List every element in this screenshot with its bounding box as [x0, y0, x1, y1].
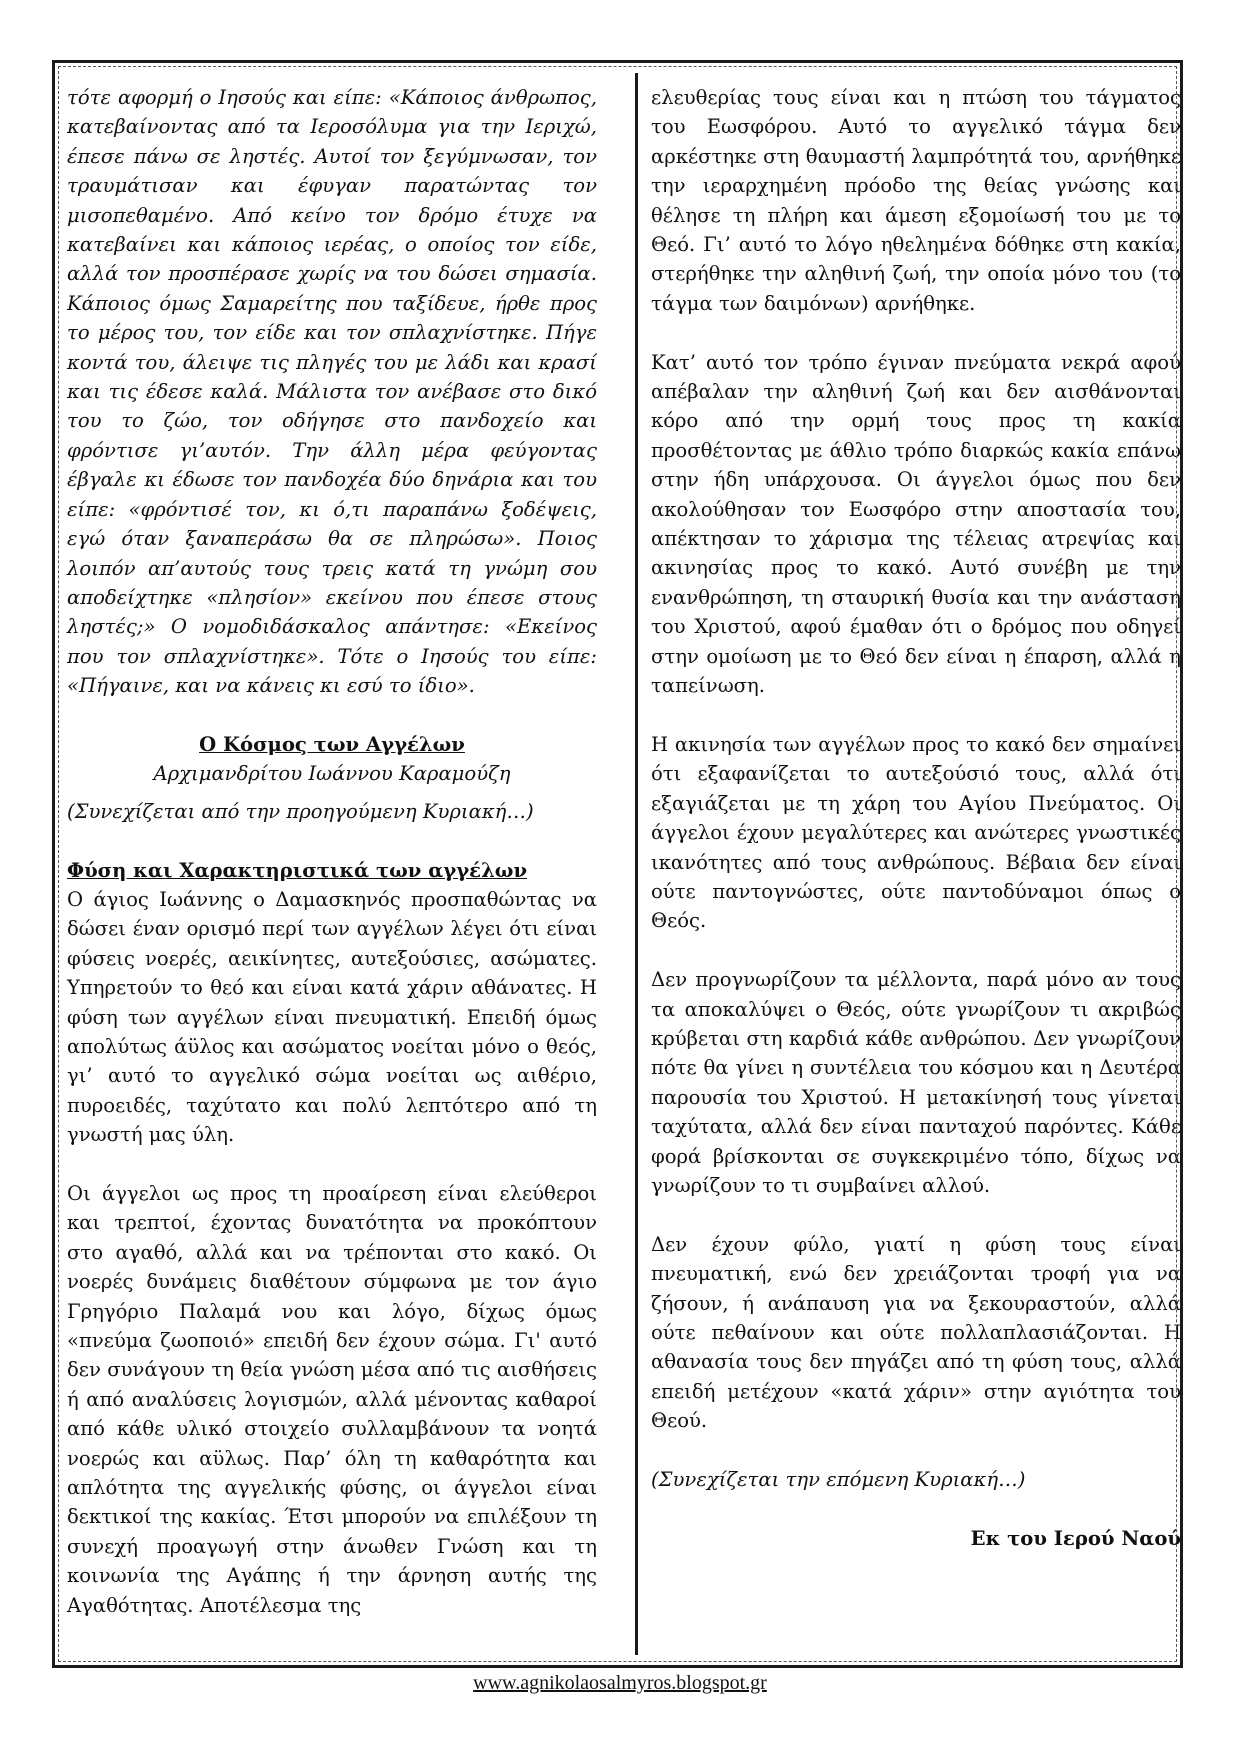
signature: Εκ του Ιερού Ναού	[970, 1526, 1181, 1550]
section-title: Φύση και Χαρακτηριστικά των αγγέλων	[67, 858, 528, 882]
right-paragraph-3: Η ακινησία των αγγέλων προς το κακό δεν σημαίνει ότι εξαφανίζεται το αυτεξούσιό τους, αλλά ότι εξαγιάζεται με τη χάρη του Αγίου Πνεύματος. Οι άγγελοι έχουν μεγαλύτερες και ανώτερες γνωστικές ικανότητες από τους ανθρώπους. Βέβαια δεν είναι ούτε παντογνώστες, ούτε παντοδύναμοι όπως ο Θεός.	[651, 732, 1181, 933]
article-author: Αρχιμανδρίτου Ιωάννου Καραμούζη	[153, 762, 511, 786]
footer-url-link[interactable]: www.agnikolaosalmyros.blogspot.gr	[473, 1672, 767, 1694]
continued-next-note: (Συνεχίζεται την επόμενη Κυριακή…)	[651, 1468, 1026, 1492]
right-paragraph-1: ελευθερίας τους είναι και η πτώση του τάγματος του Εωσφόρου. Αυτό το αγγελικό τάγμα δεν αρκέστηκε στη θαυμαστή λαμπρότητά του, αρνήθηκε την ιεραρχημένη πρόοδο της θείας γνώσης και θέλησε τη πλήρη και άμεση εξομοίωσή του με το Θεό. Γι’ αυτό το λόγο ηθελημένα δόθηκε στη κακία, στερήθηκε την αληθινή ζωή, την οποία μόνο του (το τάγμα των δαιμόνων) αρνήθηκε.	[651, 86, 1181, 315]
article-title: Ο Κόσμος των Αγγέλων	[199, 732, 465, 756]
left-paragraph-1: Ο άγιος Ιωάννης ο Δαμασκηνός προσπαθώντας να δώσει έναν ορισμό περί των αγγέλων λέγει ότι είναι φύσεις νοερές, αεικίνητες, αυτεξούσιες, ασώματες. Υπηρετούν το θεό και είναι κατά χάριν αθάνατες. Η φύση των αγγέλων είναι πνευματική. Επειδή όμως απολύτως άϋλος και ασώματος νοείται μόνο ο θεός, γι’ αυτό το αγγελικό σώμα νοείται ως αιθέριο, πυροειδές, ταχύτατο και πολύ λεπτότερο από τη γνωστή μας ύλη.	[67, 887, 597, 1147]
column-divider	[635, 73, 638, 1655]
right-paragraph-2: Κατ’ αυτό τον τρόπο έγιναν πνεύματα νεκρά αφού απέβαλαν την αληθινή ζωή και δεν αισθάνονται κόρο από την ορμή τους προς τη κακία προσθέτοντας με άθλιο τρόπο διαρκώς κακία επάνω στην ήδη υπάρχουσα. Οι άγγελοι όμως που δεν ακολούθησαν τον Εωσφόρο στην αποστασία του, απέκτησαν το χάρισμα της τέλειας ατρεψίας και ακινησίας προς το κακό. Αυτό συνέβη με την ενανθρώπηση, τη σταυρική θυσία και την ανάσταση του Χριστού, αφού έμαθαν ότι ο δρόμος που οδηγεί στην ομοίωση με το Θεό δεν είναι η έπαρση, αλλά η ταπείνωση.	[651, 350, 1181, 698]
left-paragraph-2: Οι άγγελοι ως προς τη προαίρεση είναι ελεύθεροι και τρεπτοί, έχοντας δυνατότητα να προκόπτουν στο αγαθό, αλλά και να τρέπονται στο κακό. Οι νοερές δυνάμεις διαθέτουν σύμφωνα με τον άγιο Γρηγόριο Παλαμά νου και λόγο, δίχως όμως «πνεύμα ζωοποιό» επειδή δεν έχουν σώμα. Γι' αυτό δεν συνάγουν τη θεία γνώση μέσα από τις αισθήσεις ή από αναλύσεις λογισμών, αλλά μένοντας καθαροί από κάθε υλικό στοιχείο συλλαμβάνουν τα νοητά νοερώς και αϋλως. Παρ’ όλη τη καθαρότητα και απλότητα της αγγελικής φύσης, οι άγγελοι είναι δεκτικοί της κακίας. Έτσι μπορούν να επιλέξουν τη συνεχή προαγωγή στην άνωθεν Γνώση και τη κοινωνία της Αγάπης ή την άρνηση αυτής της Αγαθότητας. Αποτέλεσμα της	[67, 1181, 597, 1617]
continued-from-note: (Συνεχίζεται από την προηγούμενη Κυριακή…)	[67, 799, 534, 823]
page-border	[52, 60, 1183, 1668]
right-paragraph-5: Δεν έχουν φύλο, γιατί η φύση τους είναι πνευματική, ενώ δεν χρειάζονται τροφή για να ζήσουν, ή ανάπαυση για να ξεκουραστούν, αλλά ούτε πεθαίνουν και ούτε πολλαπλασιάζονται. Η αθανασία τους δεν πηγάζει από τη φύση τους, αλλά επειδή μετέχουν «κατά χάριν» στην αγιότητα του Θεού.	[651, 1232, 1181, 1433]
right-column	[651, 83, 1181, 1553]
parable-text: τότε αφορμή ο Ιησούς και είπε: «Κάποιος άνθρωπος, κατεβαίνοντας από τα Ιεροσόλυμα για την Ιεριχώ, έπεσε πάνω σε ληστές. Αυτοί τον ξεγύμνωσαν, τον τραυμάτισαν και έφυγαν παρατώντας τον μισοπεθαμένο. Από κείνο τον δρόμο έτυχε να κατεβαίνει και κάποιος ιερέας, ο οποίος τον είδε, αλλά τον προσπέρασε χωρίς να του δώσει σημασία. Κάποιος όμως Σαμαρείτης που ταξίδευε, ήρθε προς το μέρος του, τον είδε και τον σπλαχνίστηκε. Πήγε κοντά του, άλειψε τις πληγές του με λάδι και κρασί και τις έδεσε καλά. Μάλιστα τον ανέβασε στο δικό του το ζώο, τον οδήγησε στο πανδοχείο και φρόντισε γι’αυτόν. Την άλλη μέρα φεύγοντας έβγαλε κι έδωσε τον πανδοχέα δύο δηνάρια και του είπε: «φρόντισέ τον, κι ό,τι παραπάνω ξοδέψεις, εγώ όταν ξαναπεράσω θα σε πληρώσω». Ποιος λοιπόν απ’αυτούς τους τρεις κατά τη γνώμη σου αποδείχτηκε «πλησίον» εκείνου που έπεσε στους ληστές;» Ο νομοδιδάσκαλος απάντησε: «Εκείνος που τον σπλαχνίστηκε». Τότε ο Ιησούς του είπε: «Πήγαινε, και να κάνεις κι εσύ το ίδιο».	[67, 86, 597, 698]
left-column	[67, 83, 597, 1620]
right-paragraph-4: Δεν προγνωρίζουν τα μέλλοντα, παρά μόνο αν τους τα αποκαλύψει ο Θεός, ούτε γνωρίζουν τι ακριβώς κρύβεται στη καρδιά κάθε ανθρώπου. Δεν γνωρίζουν πότε θα γίνει η συντέλεια του κόσμου και η Δευτέρα παρουσία του Χριστού. Η μετακίνησή τους γίνεται ταχύτατα, αλλά δεν είναι πανταχού παρόντες. Κάθε φορά βρίσκονται σε συγκεκριμένο τόπο, δίχως να γνωρίζουν το τι συμβαίνει αλλού.	[651, 968, 1181, 1197]
